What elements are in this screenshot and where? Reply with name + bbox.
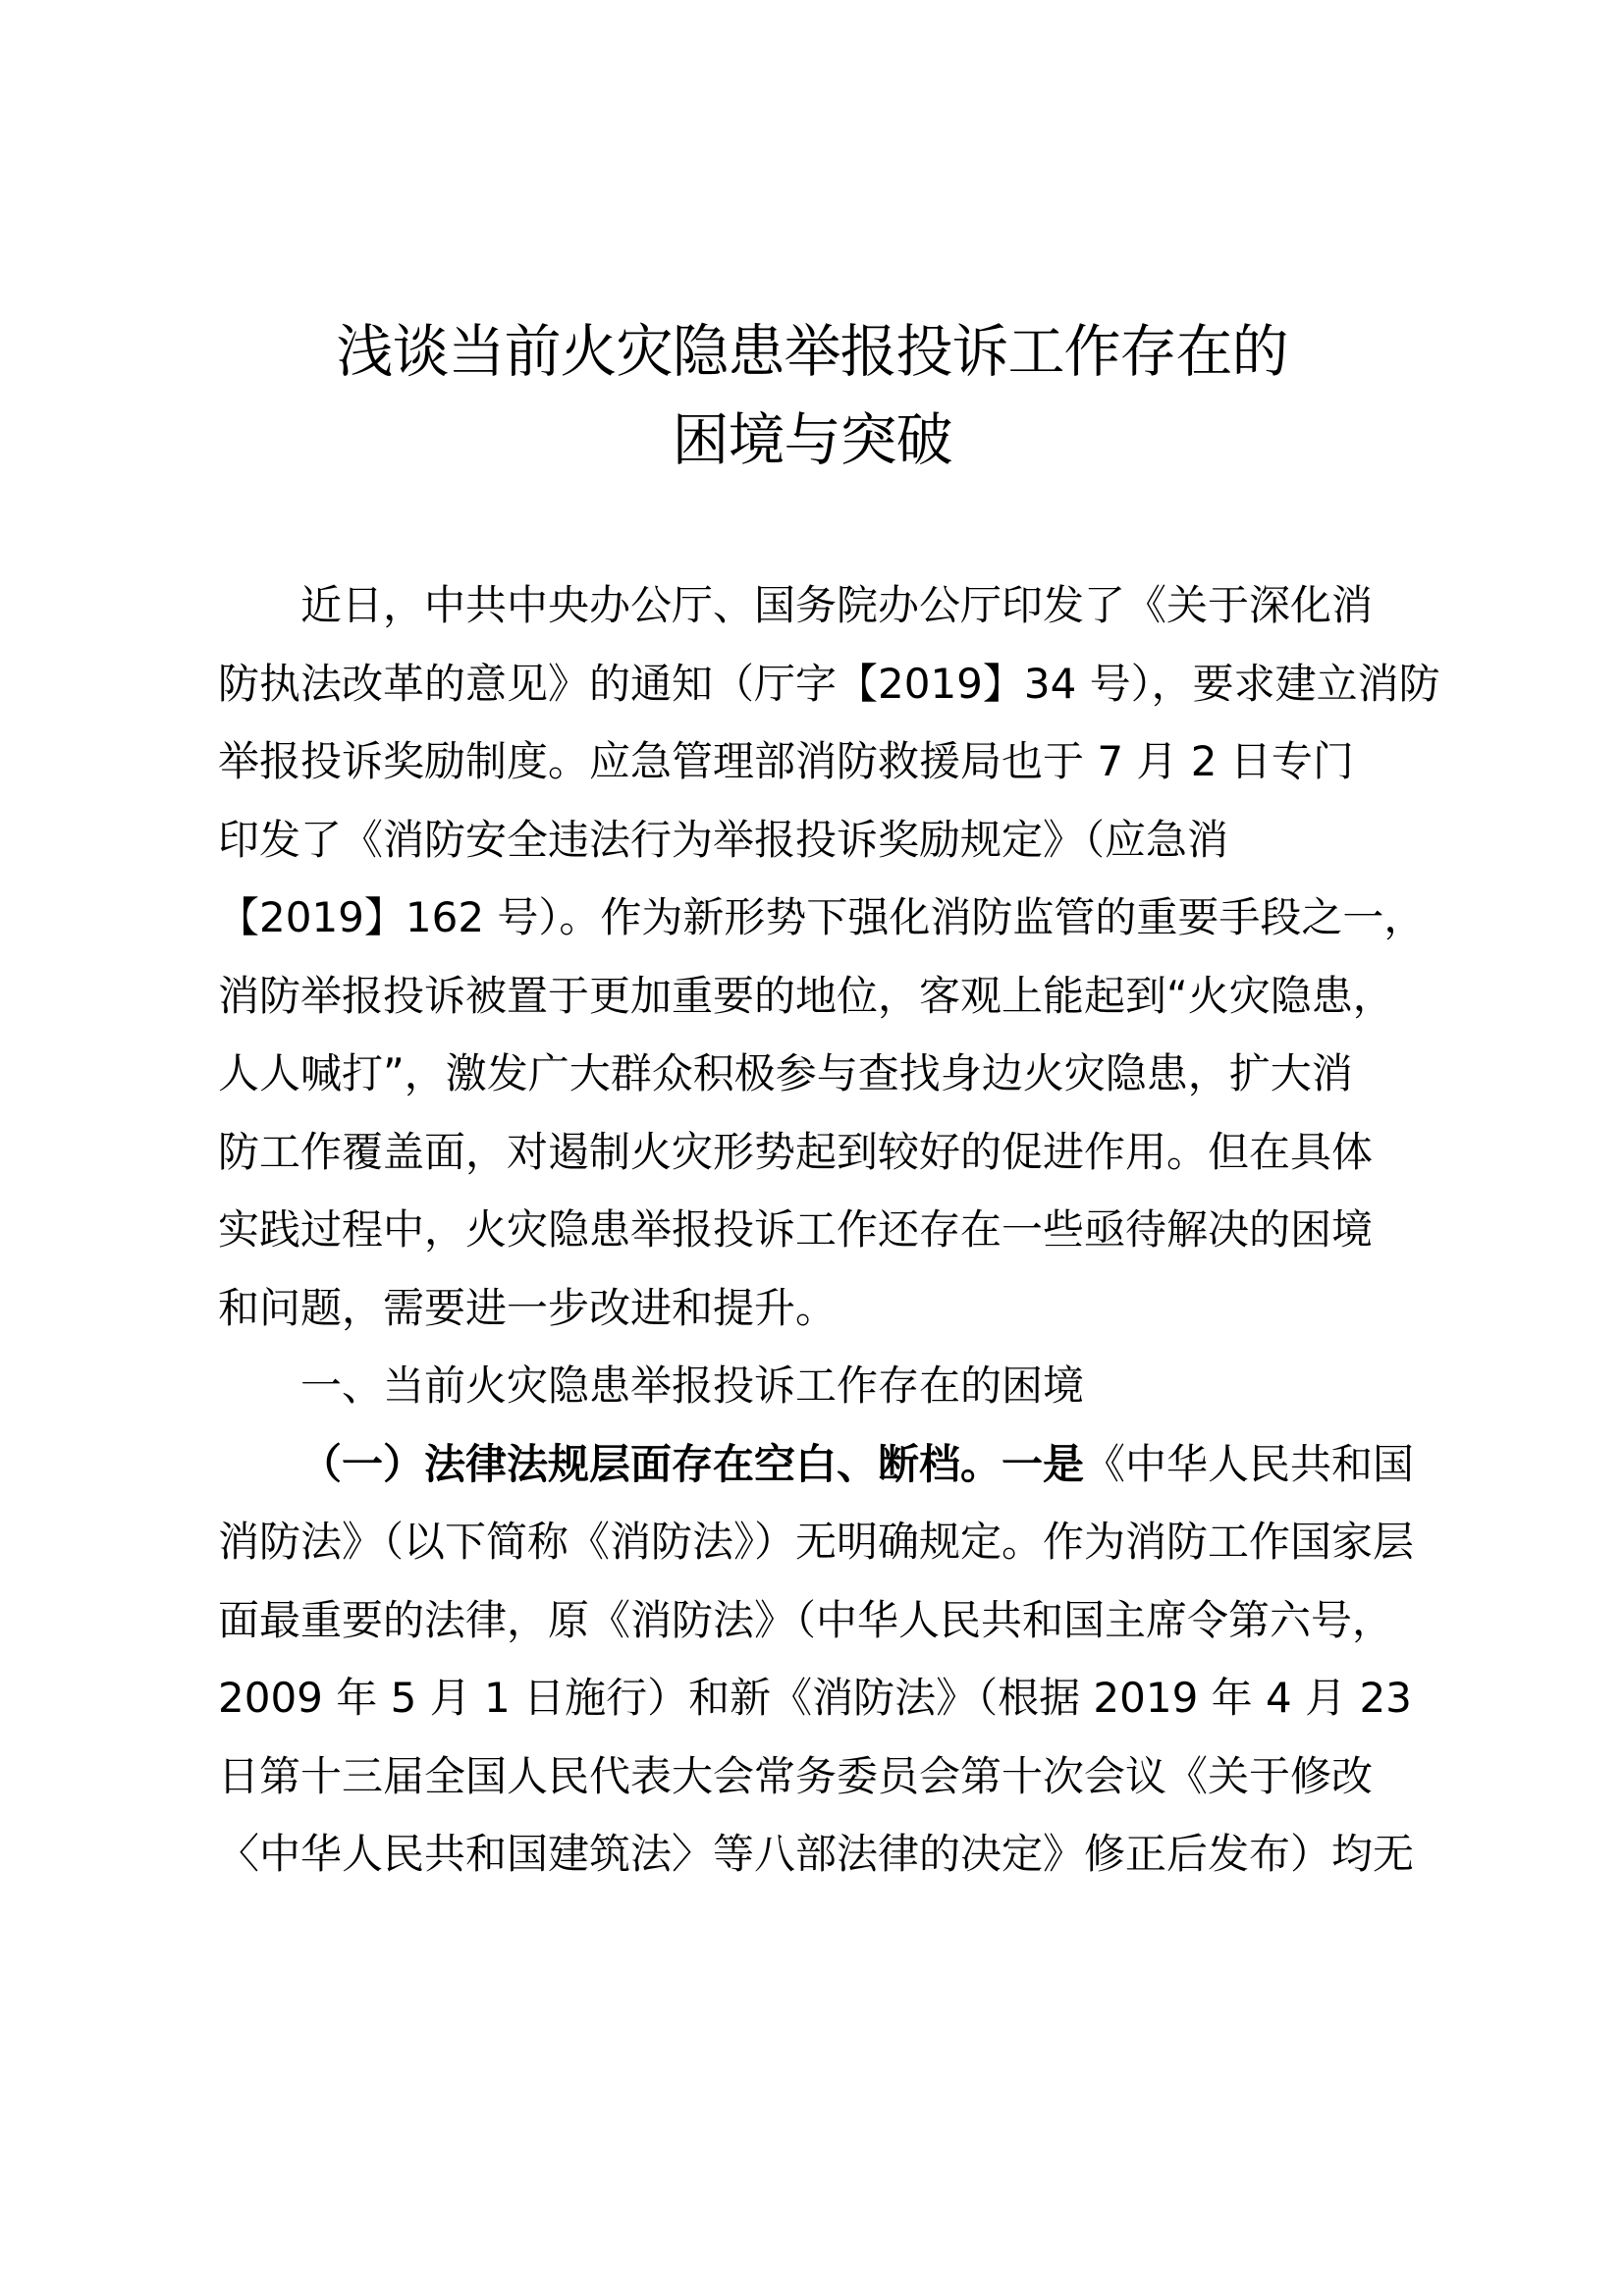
section-heading: 一、当前火灾隐患举报投诉工作存在的困境 xyxy=(300,1362,1085,1410)
subsection-1 xyxy=(218,1425,1426,1894)
subsection-line: 〈中华人民共和国建筑法〉等八部法律的决定》修正后发布）均无 xyxy=(218,1830,1415,1878)
paragraph-line: 防执法改革的意见》的通知（厅字【2019】34 号），要求建立消防 xyxy=(218,659,1440,708)
paragraph-line: 防工作覆盖面，对遏制火灾形势起到较好的促进作用。但在具体 xyxy=(218,1127,1374,1176)
subsection-line: 面最重要的法律，原《消防法》（中华人民共和国主席令第六号， xyxy=(218,1595,1394,1644)
paragraph-line: 近日，中共中央办公厅、国务院办公厅印发了《关于深化消 xyxy=(300,581,1374,629)
document-title-line-1: 浅谈当前火灾隐患举报投诉工作存在的 xyxy=(336,318,1288,385)
paragraph-line: 和问题，需要进一步改进和提升。 xyxy=(218,1283,838,1332)
subsection-line: 日第十三届全国人民代表大会常务委员会第十次会议《关于修改 xyxy=(218,1751,1374,1800)
paragraph-line: 印发了《消防安全违法行为举报投诉奖励规定》（应急消 xyxy=(218,815,1229,864)
subsection-line: 消防法》（以下简称《消防法》）无明确规定。作为消防工作国家层 xyxy=(218,1518,1415,1566)
paragraph-intro xyxy=(218,566,1440,1347)
subsection-first-line xyxy=(218,1425,1426,1504)
subsection-bold-lead: （一）法律法规层面存在空白、断档。一是 xyxy=(300,1439,1085,1488)
paragraph-line: 人人喊打”，激发广大群众积极参与查找身边火灾隐患，扩大消 xyxy=(218,1049,1353,1097)
document-body xyxy=(218,566,1440,1894)
paragraph-line: 消防举报投诉被置于更加重要的地位，客观上能起到“火灾隐患， xyxy=(218,971,1394,1020)
subsection-first-line-rest: 《中华人民共和国 xyxy=(1084,1439,1415,1488)
subsection-line: 2009 年 5 月 1 日施行）和新《消防法》（根据 2019 年 4 月 23 xyxy=(218,1674,1412,1722)
paragraph-line: 【2019】162 号）。作为新形势下强化消防监管的重要手段之一， xyxy=(218,893,1426,941)
document-title-line-2: 困境与突破 xyxy=(672,406,952,473)
paragraph-line: 举报投诉奖励制度。应急管理部消防救援局也于 7 月 2 日专门 xyxy=(218,737,1354,785)
paragraph-line: 实践过程中，火灾隐患举报投诉工作还存在一些亟待解决的困境 xyxy=(218,1205,1374,1254)
